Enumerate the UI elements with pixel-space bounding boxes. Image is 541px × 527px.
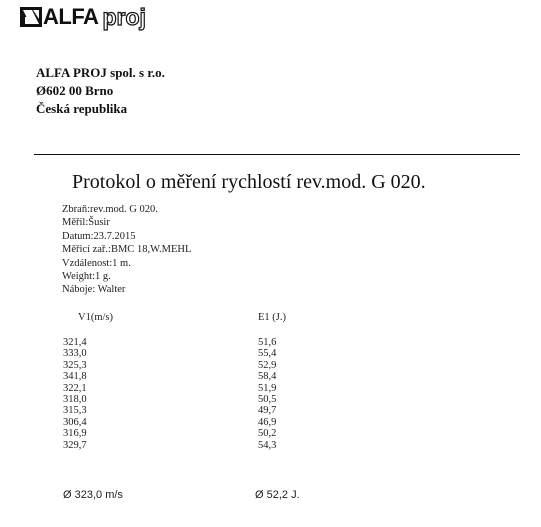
energy-value: 58,4 [258,371,277,383]
meta-device: Měřicí zař.:BMC 18,W.MEHL [62,244,192,256]
company-logo [20,6,146,28]
measurement-details [62,203,191,297]
velocity-column-header: V1(m/s) [78,312,113,323]
meta-distance: Vzdálenost:1 m. [62,257,131,269]
logo-text-proj: proj [102,4,146,30]
energy-value: 46,9 [258,416,277,428]
document-title: Protokol o měření rychlostí rev.mod. G 020. [72,171,426,193]
company-city: Ø602 00 Brno [36,83,114,98]
velocity-value: 341,8 [63,371,87,383]
velocity-value: 316,9 [63,428,87,440]
logo-mark-icon [20,7,42,27]
average-energy: Ø 52,2 J. [255,489,300,501]
meta-date: Datum:23.7.2015 [62,230,136,242]
velocity-value: 318,0 [63,394,87,406]
energy-value: 55,4 [258,348,277,360]
energy-column [258,337,276,451]
energy-value: 50,2 [258,428,277,440]
energy-value: 52,9 [258,359,277,371]
average-velocity: Ø 323,0 m/s [63,489,123,501]
velocity-column [63,337,87,451]
energy-column-header: E1 (J.) [258,312,286,323]
velocity-value: 306,4 [63,416,87,428]
meta-weight: Weight:1 g. [62,271,111,283]
velocity-value: 315,3 [63,405,87,417]
meta-weapon: Zbraň:rev.mod. G 020. [62,204,158,215]
header-divider [34,154,520,155]
energy-value: 51,9 [258,382,277,394]
velocity-value: 325,3 [63,359,87,371]
energy-value: 51,6 [258,337,277,348]
meta-measured-by: Měřil:Šusir [62,217,110,229]
velocity-value: 321,4 [63,337,87,348]
logo-text-alfa: ALFA [43,4,99,29]
energy-value: 54,3 [258,439,277,451]
meta-ammo: Náboje: Walter [62,284,126,296]
energy-value: 50,5 [258,394,277,406]
company-address [36,64,165,118]
company-name: ALFA PROJ spol. s r.o. [36,65,165,80]
energy-value: 49,7 [258,405,277,417]
velocity-value: 333,0 [63,348,87,360]
velocity-value: 322,1 [63,382,87,394]
velocity-value: 329,7 [63,439,87,451]
company-country: Česká republika [36,101,128,116]
